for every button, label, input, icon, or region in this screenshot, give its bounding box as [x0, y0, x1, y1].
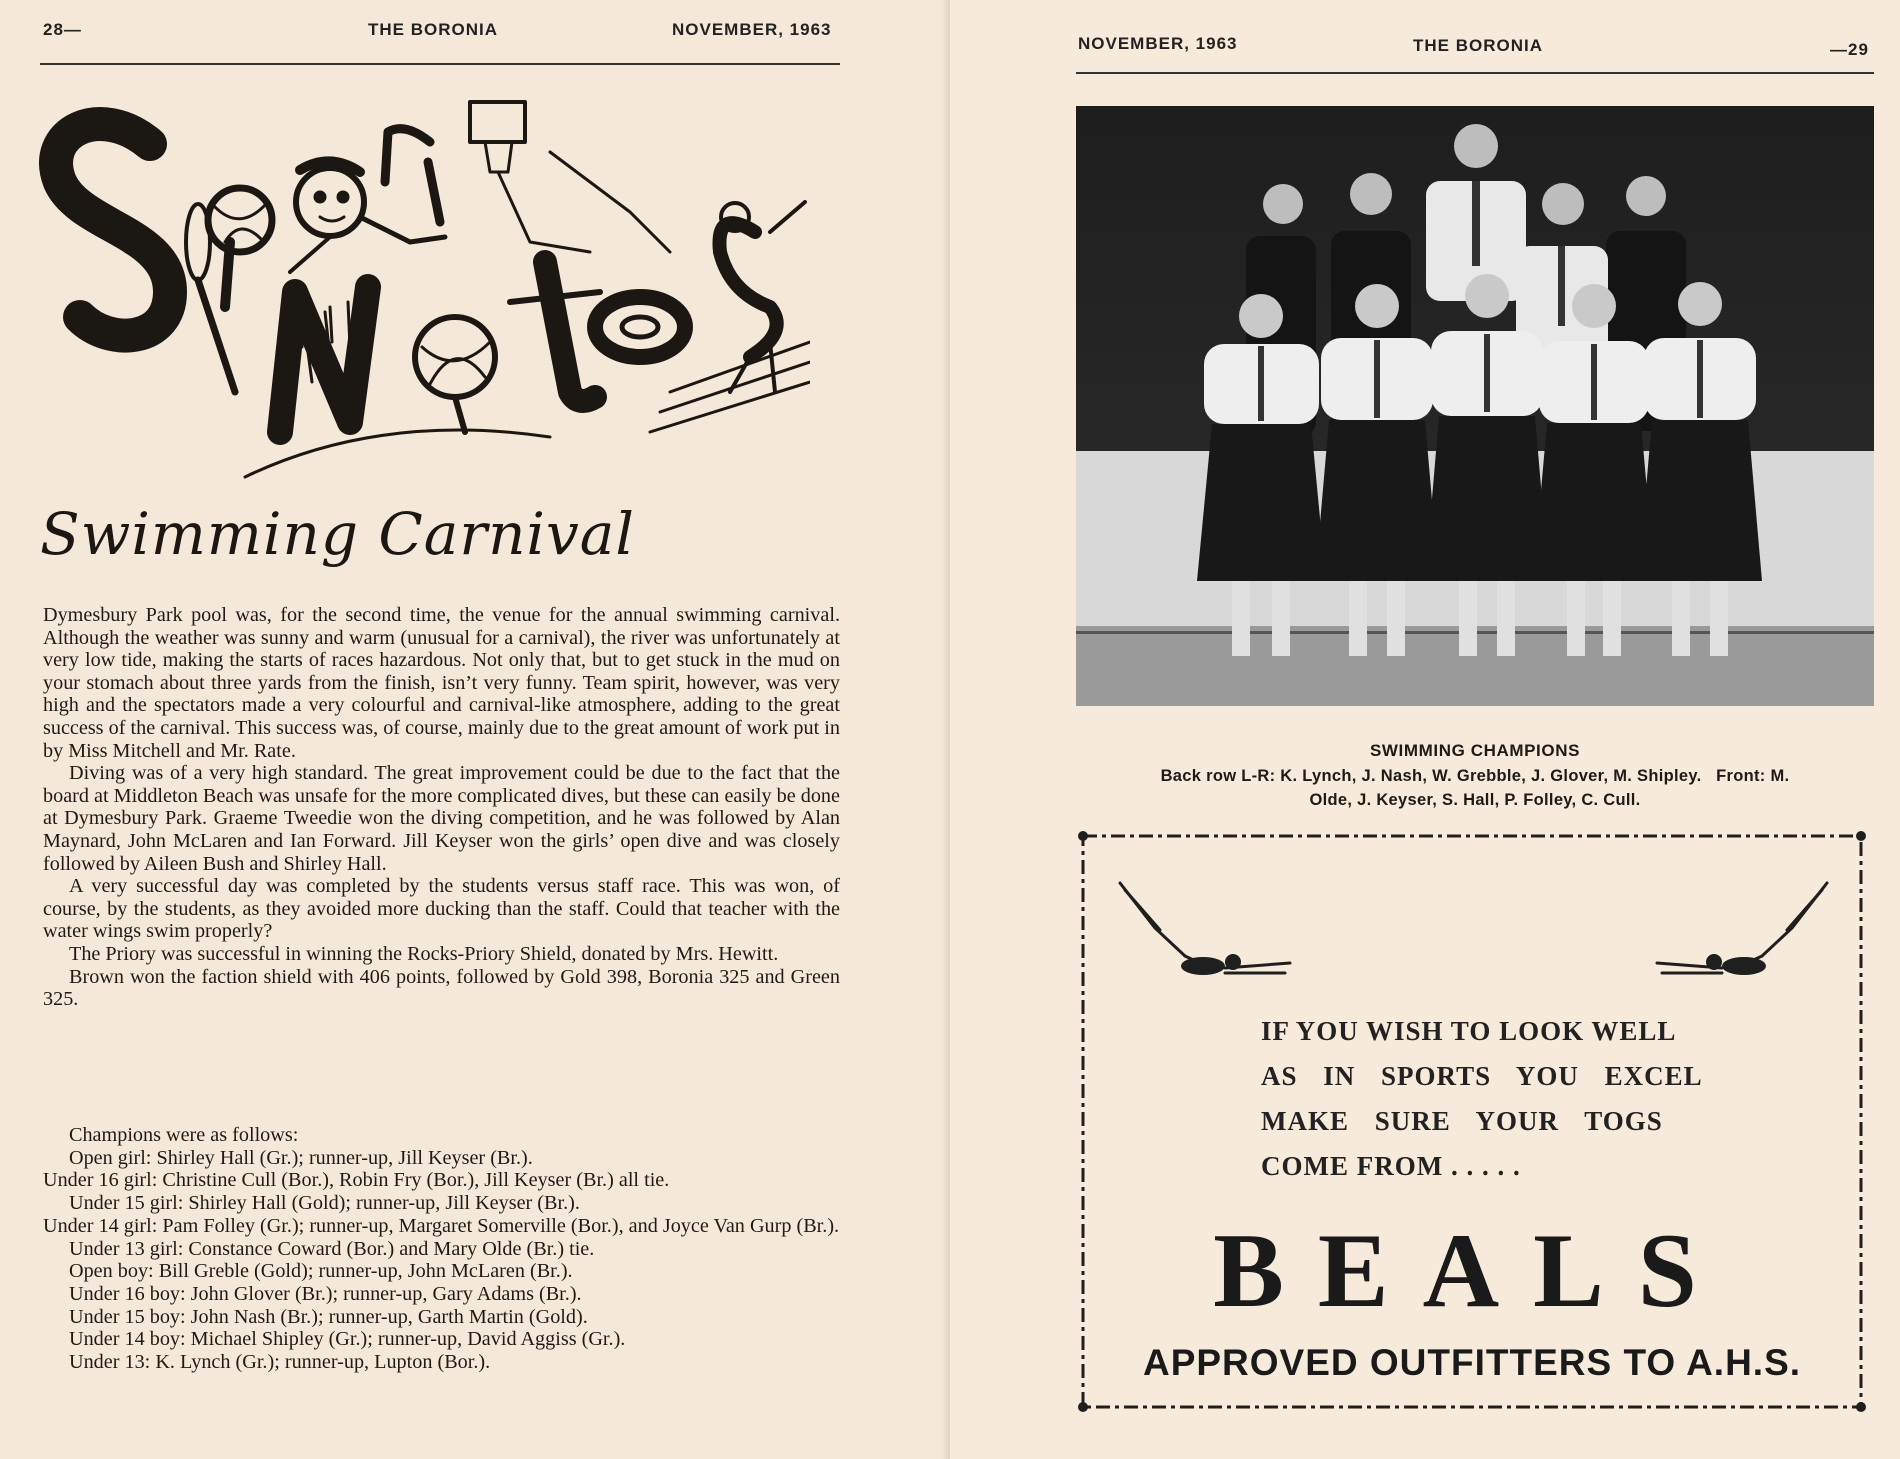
- section-title: Swimming Carnival: [40, 500, 635, 568]
- champion-entry: Under 14 boy: Michael Shipley (Gr.); runner-up, David Aggiss (Gr.).: [69, 1328, 626, 1351]
- article-paragraph: Diving was of a very high standard. The great improvement could be due to the fact that the board at Middleton Beach was unsafe for the more complicated dives, but these can easily be done at Dymesbury Park. Graeme Tweedie won the diving competition, and he was followed by Alan Maynard, John McLaren and Ian Forward. Jill Keyser won the girls’ open dive and was closely followed by Aileen Bush and Shirley Hall.: [43, 762, 840, 875]
- champion-entry: Open boy: Bill Greble (Gold); runner-up, John McLaren (Br.).: [69, 1260, 573, 1283]
- champion-entry: Open girl: Shirley Hall (Gr.); runner-up, Jill Keyser (Br.).: [69, 1146, 533, 1169]
- champion-entry: Under 15 boy: John Nash (Br.); runner-up, Garth Martin (Gold).: [69, 1305, 588, 1328]
- header-rule: [1076, 72, 1874, 74]
- sport-notes-title-art: [30, 92, 810, 492]
- page-number: —29: [1830, 40, 1869, 59]
- ad-slogan-line: COME FROM . . . . .: [1261, 1151, 1521, 1181]
- diver-left-icon: [1115, 878, 1295, 988]
- article-paragraph: Brown won the faction shield with 406 points, followed by Gold 398, Boronia 325 and Green 325.: [43, 965, 840, 1011]
- left-page-header: [0, 0, 950, 40]
- page-number: 28—: [43, 20, 82, 39]
- champion-entry: Under 15 girl: Shirley Hall (Gold); runner-up, Jill Keyser (Br.).: [69, 1192, 580, 1215]
- article-body: [43, 604, 840, 1011]
- photo-caption-line: Back row L-R: K. Lynch, J. Nash, W. Grebble, J. Glover, M. Shipley. Front: M.: [1160, 767, 1790, 785]
- issue-date: NOVEMBER, 1963: [672, 20, 832, 39]
- champions-list: [43, 1124, 840, 1374]
- article-paragraph: A very successful day was completed by the students versus staff race. This was won, of course, by the students, as they avoided more ducking than the staff. Could that teacher with the water wings swim properly?: [43, 875, 840, 943]
- article-paragraph: Dymesbury Park pool was, for the second time, the venue for the annual swimming carnival. Although the weather was sunny and warm (unusual for a carnival), the river was unfortunately at very low tide, making the starts of races hazardous. Not only that, but to get stuck in the mud on your stomach about three yards from the finish, isn’t very funny. Team spirit, however, was very high and the spectators made a very colourful and carnival-like atmosphere, adding to the great success of the carnival. This success was, of course, mainly due to the great amount of work put in by Miss Mitchell and Mr. Rate.: [43, 604, 840, 762]
- ad-slogan-line: MAKE SURE YOUR TOGS: [1261, 1106, 1663, 1136]
- photo-caption-title: SWIMMING CHAMPIONS: [1369, 741, 1581, 760]
- issue-date: NOVEMBER, 1963: [1078, 34, 1238, 53]
- beals-advertisement: [1077, 830, 1867, 1413]
- right-page-header: [950, 0, 1900, 59]
- champion-entry: Under 14 girl: Pam Folley (Gr.); runner-up, Margaret Somerville (Bor.), and Joyce Van Gurp (Br.).: [43, 1214, 840, 1237]
- champion-entry: Under 13: K. Lynch (Gr.); runner-up, Lupton (Bor.).: [69, 1351, 491, 1374]
- article-paragraph: The Priory was successful in winning the Rocks-Priory Shield, donated by Mrs. Hewitt.: [69, 942, 779, 965]
- header-rule: [40, 63, 840, 65]
- champion-entry: Under 16 girl: Christine Cull (Bor.), Robin Fry (Bor.), Jill Keyser (Br.) all tie.: [43, 1169, 670, 1192]
- publication-title: THE BORONIA: [1413, 36, 1543, 55]
- photo-caption-line: Olde, J. Keyser, S. Hall, P. Folley, C. Cull.: [1309, 791, 1641, 809]
- champion-entry: Under 16 boy: John Glover (Br.); runner-up, Gary Adams (Br.).: [69, 1282, 582, 1305]
- ad-tagline: APPROVED OUTFITTERS TO A.H.S.: [1142, 1342, 1802, 1383]
- champion-entry: Under 13 girl: Constance Coward (Bor.) and Mary Olde (Br.) tie.: [69, 1237, 595, 1260]
- ad-brand-name: BEALS: [1213, 1212, 1731, 1329]
- ad-slogan-line: AS IN SPORTS YOU EXCEL: [1261, 1061, 1703, 1091]
- champions-heading: Champions were as follows:: [69, 1124, 299, 1146]
- diver-right-icon: [1652, 878, 1832, 988]
- team-photo: [1076, 106, 1874, 706]
- ad-slogan-line: IF YOU WISH TO LOOK WELL: [1261, 1016, 1677, 1046]
- photo-caption: [1075, 764, 1875, 812]
- publication-title: THE BORONIA: [368, 20, 498, 39]
